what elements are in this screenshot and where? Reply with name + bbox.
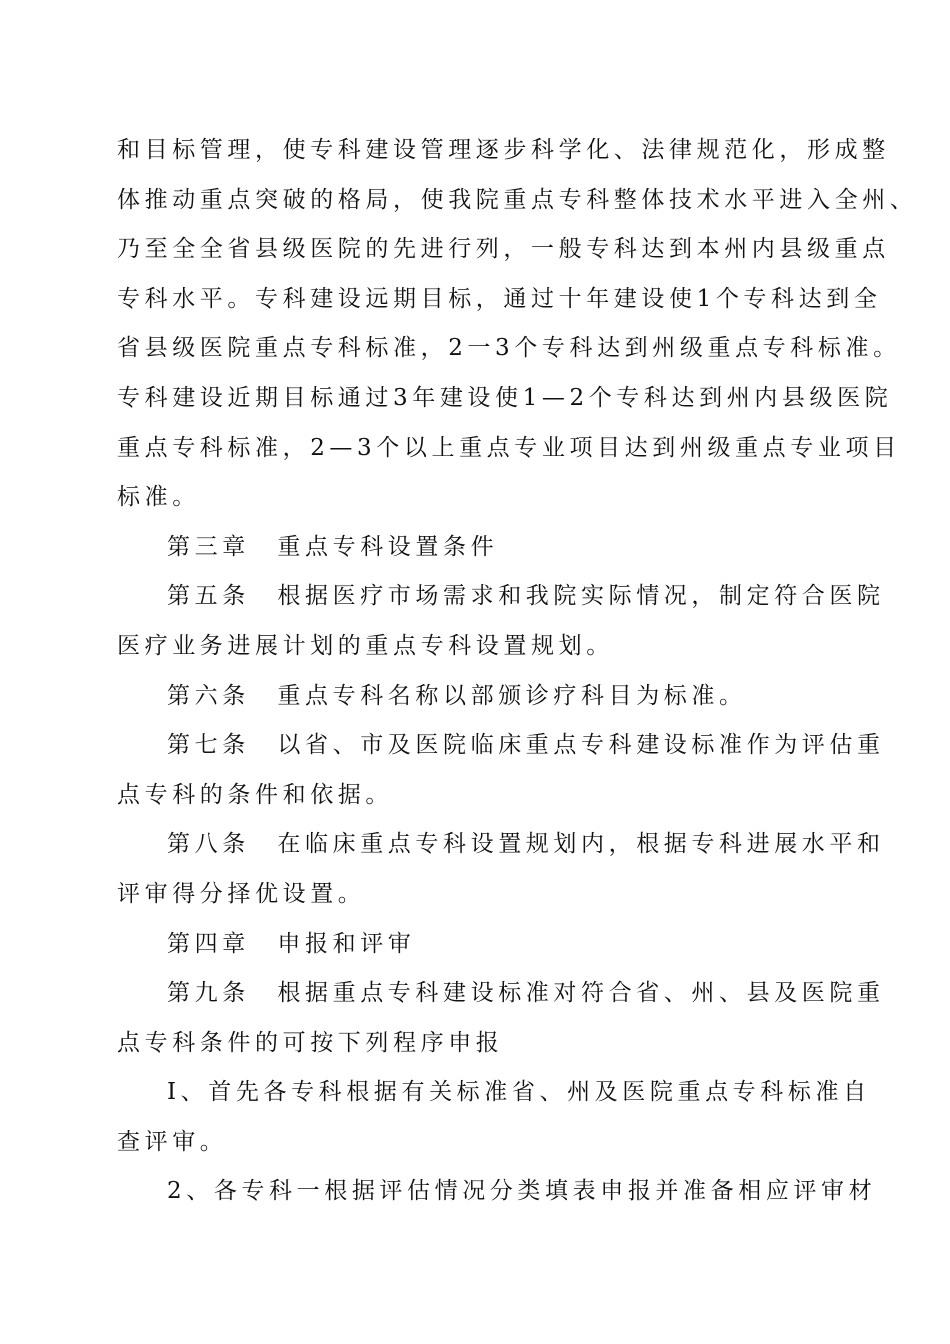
document-body (117, 126, 918, 1217)
text-line: 医疗业务进展计划的重点专科设置规划。 (117, 632, 614, 659)
article-line: 第五条 根据医疗市场需求和我院实际情况，制定符合医院 (167, 583, 885, 610)
text-line: 省县级医院重点专科标准，2一3个专科达到州级重点专科标准。 (117, 335, 901, 362)
text-line: 乃至全全省县级医院的先进行列，一般专科达到本州内县级重点 (117, 236, 890, 263)
text-line: 查评审。 (117, 1128, 228, 1155)
text-line: 标准。 (117, 484, 200, 511)
article-line: 第八条 在临床重点专科设置规划内，根据专科进展水平和 (167, 831, 885, 858)
article-line: 第六条 重点专科名称以部颁诊疗科目为标准。 (167, 682, 747, 709)
chapter-heading: 第四章 申报和评审 (167, 930, 416, 957)
text-line: 重点专科标准，2—3个以上重点专业项目达到州级重点专业项目 (117, 434, 901, 461)
article-line: 第九条 根据重点专科建设标准对符合省、州、县及医院重 (167, 980, 885, 1007)
list-item: 2、各专科一根据评估情况分类填表申报并准备相应评审材 (167, 1178, 877, 1205)
list-item: I、首先各专科根据有关标准省、州及医院重点专科标准自 (167, 1079, 871, 1106)
article-line: 第七条 以省、市及医院临床重点专科建设标准作为评估重 (167, 732, 885, 759)
text-line: 专科建设近期目标通过3年建设使1—2个专科达到州内县级医院 (117, 384, 893, 411)
text-line: 和目标管理，使专科建设管理逐步科学化、法律规范化，形成整 (117, 137, 890, 163)
text-line: 点专科条件的可按下列程序申报 (117, 1029, 504, 1056)
text-line: 体推动重点突破的格局，使我院重点专科整体技术水平进入全州、 (117, 186, 918, 213)
chapter-heading: 第三章 重点专科设置条件 (167, 533, 499, 560)
text-line: 评审得分择优设置。 (117, 880, 366, 907)
text-line: 点专科的条件和依据。 (117, 781, 393, 808)
text-line: 专科水平。专科建设远期目标，通过十年建设使1个专科达到全 (117, 285, 882, 312)
